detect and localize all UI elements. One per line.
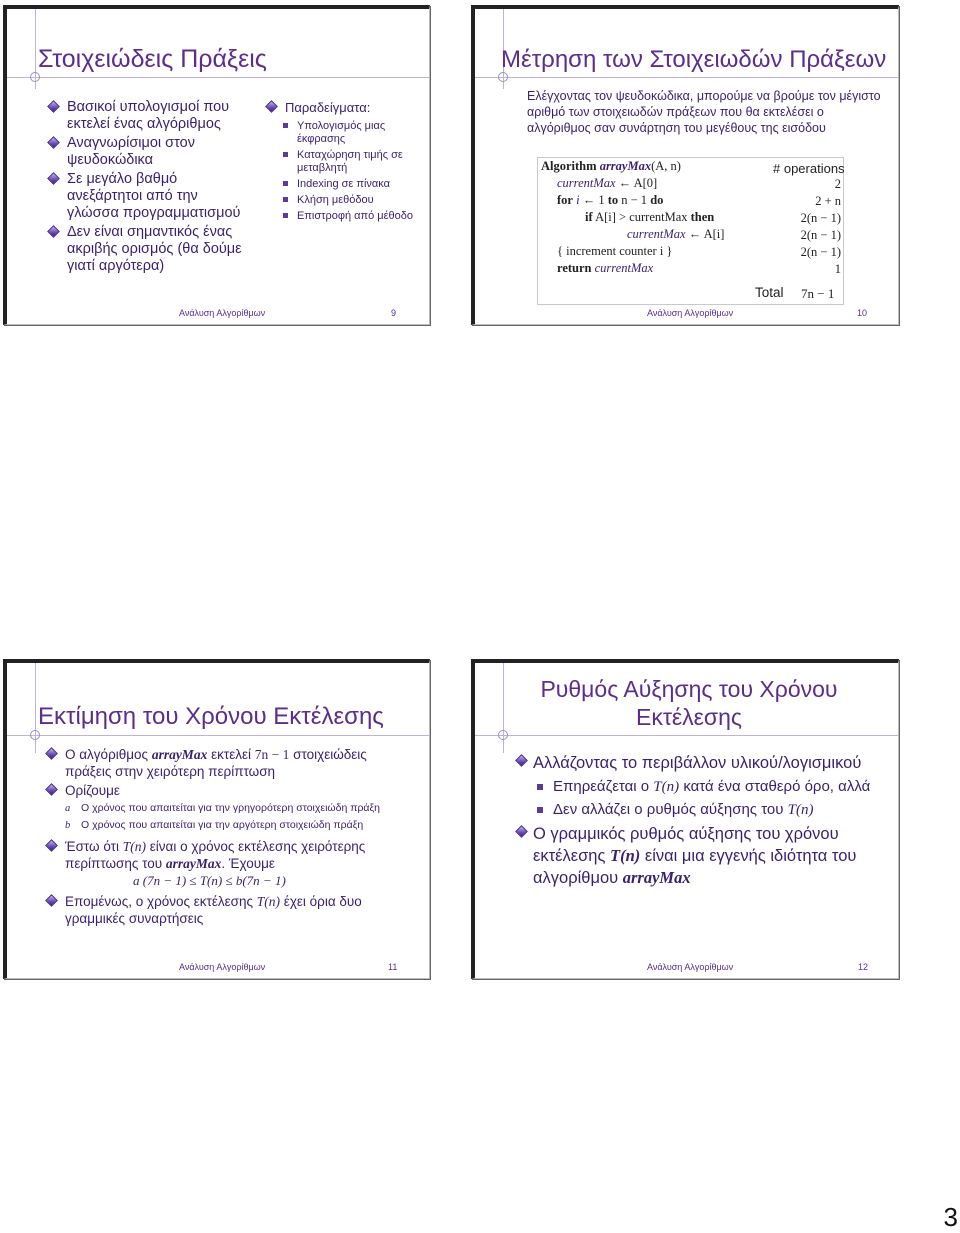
slide-number: 11	[388, 962, 398, 972]
examples-heading: Παραδείγματα:	[265, 99, 415, 116]
examples-column	[265, 99, 415, 223]
slide-number: 9	[391, 308, 397, 318]
bullet-item: Ορίζουμε	[45, 782, 415, 799]
decor-circle	[30, 730, 40, 740]
slide-9	[3, 5, 430, 325]
slide-footer: Ανάλυση Αλγορίθμων	[179, 962, 266, 972]
decor-line	[475, 77, 899, 78]
bullet-item: Δεν είναι σημαντικός ένας ακριβής ορισμός (θα δούμε γιατί αργότερα)	[47, 224, 247, 275]
code-line-1: currentMax ← A[0]	[557, 176, 658, 190]
ops-value: 2(n − 1)	[800, 211, 841, 225]
left-arrow-icon: ←	[618, 176, 632, 190]
decor-line	[7, 735, 430, 736]
bullet-item: Αναγνωρίσιμοι στον ψευδοκώδικα	[47, 135, 247, 169]
total-value: 7n − 1	[801, 286, 835, 301]
bullet-item: Σε μεγάλο βαθμό ανεξάρτητοι από την γλώσσα προγραμματισμού	[47, 171, 247, 222]
slide-footer: Ανάλυση Αλγορίθμων	[647, 308, 734, 318]
bullet-item: Ο αλγόριθμος arrayMax εκτελεί 7n − 1 στοιχειώδεις πράξεις στην χειρότερη περίπτωση	[45, 746, 415, 780]
slide-11	[3, 659, 430, 979]
main-bullet-list	[47, 99, 247, 275]
diamond-bullet-icon	[45, 894, 58, 907]
decor-line	[7, 77, 430, 78]
example-item: Κλήση μεθόδου	[281, 194, 415, 207]
bullet-item: Ο γραμμικός ρυθμός αύξησης του χρόνου εκτέλεσης T(n) είναι μια εγγενής ιδιότητα του αλγορίθμου arrayMax	[515, 824, 885, 889]
example-item: Επιστροφή από μέθοδο	[281, 210, 415, 223]
bullet-item: Έστω ότι T(n) είναι ο χρόνος εκτέλεσης χειρότερης περίπτωσης του arrayMax. Έχουμε	[45, 838, 415, 872]
slide-title: Στοιχειώδεις Πράξεις	[38, 45, 267, 73]
slide-title: Μέτρηση των Στοιχειωδών Πράξεων	[501, 46, 887, 73]
decor-circle	[498, 730, 508, 740]
definition-a: a Ο χρόνος που απαιτείται για την γρηγορότερη στοιχειώδη πράξη	[65, 802, 381, 814]
diamond-bullet-icon	[265, 100, 278, 113]
slide-10	[471, 5, 899, 325]
code-line-header: Algorithm arrayMax(A, n)	[541, 159, 681, 173]
content-block	[45, 746, 415, 927]
code-line-3: if A[i] > currentMax then	[585, 210, 715, 224]
diamond-bullet-icon	[45, 747, 58, 760]
slide-title: Εκτίμηση του Χρόνου Εκτέλεσης	[38, 703, 384, 730]
slide-footer: Ανάλυση Αλγορίθμων	[647, 962, 734, 972]
examples-list	[265, 120, 415, 223]
ops-value: 2(n − 1)	[800, 245, 841, 259]
ops-value: 2 + n	[815, 194, 841, 208]
diamond-bullet-icon	[515, 825, 528, 838]
diamond-bullet-icon	[45, 783, 58, 796]
total-label: Total	[755, 285, 784, 300]
definition-b: b Ο χρόνος που απαιτείται για την αργότερη στοιχειώδη πράξη	[65, 819, 364, 831]
code-line-4: currentMax ← A[i]	[627, 227, 725, 241]
square-bullet-icon	[537, 807, 543, 813]
decor-line	[475, 735, 899, 736]
page-number: 3	[943, 1202, 958, 1232]
diamond-bullet-icon	[515, 754, 528, 767]
square-bullet-icon	[283, 123, 288, 128]
content-block	[515, 753, 885, 889]
example-item: Καταχώρηση τιμής σε μεταβλητή	[281, 149, 415, 175]
bullet-item: Αλλάζοντας το περιβάλλον υλικού/λογισμικού	[515, 753, 885, 774]
square-bullet-icon	[283, 152, 288, 157]
sub-bullet-item: Επηρεάζεται ο T(n) κατά ένα σταθερό όρο, αλλά	[535, 777, 885, 797]
operations-header: # operations	[773, 161, 845, 176]
diamond-bullet-icon	[47, 172, 60, 185]
algorithm-code	[541, 159, 791, 279]
bullet-item: Βασικοί υπολογισμοί που εκτελεί ένας αλγόριθμος	[47, 99, 247, 133]
square-bullet-icon	[283, 213, 288, 218]
intro-text: Ελέγχοντας τον ψευδοκώδικα, μπορούμε να βρούμε τον μέγιστο αριθμό των στοιχειωδών πράξεων που θα εκτελέσει ο αλγόριθμος σαν συνάρτηση του μεγέθους της εισόδου	[527, 89, 881, 135]
square-bullet-icon	[283, 181, 288, 186]
left-arrow-icon: ←	[688, 227, 702, 241]
square-bullet-icon	[283, 197, 288, 202]
example-item: Υπολογισμός μιας έκφρασης	[281, 120, 415, 146]
square-bullet-icon	[537, 784, 543, 790]
diamond-bullet-icon	[47, 136, 60, 149]
inequality: a (7n − 1) ≤ T(n) ≤ b(7n − 1)	[133, 873, 286, 888]
diamond-bullet-icon	[47, 100, 60, 113]
sub-bullet-item: Δεν αλλάζει ο ρυθμός αύξησης του T(n)	[535, 800, 885, 820]
slide-title: Ρυθμός Αύξησης του Χρόνου Εκτέλεσης	[540, 676, 838, 730]
slide-number: 10	[857, 308, 868, 318]
code-line-2: for i ← 1 to n − 1 do	[557, 193, 664, 207]
diamond-bullet-icon	[47, 225, 60, 238]
slide-footer: Ανάλυση Αλγορίθμων	[179, 308, 266, 318]
ops-value: 2	[834, 177, 841, 191]
slide-12	[471, 659, 899, 979]
ops-value: 1	[834, 262, 841, 276]
left-arrow-icon: ←	[582, 193, 596, 207]
code-line-5: { increment counter i }	[557, 244, 673, 258]
bullet-item: Επομένως, ο χρόνος εκτέλεσης T(n) έχει όρια δυο γραμμικές συναρτήσεις	[45, 893, 415, 927]
operations-column	[775, 176, 841, 278]
diamond-bullet-icon	[45, 839, 58, 852]
slide-number: 12	[858, 962, 869, 972]
example-item: Indexing σε πίνακα	[281, 178, 415, 191]
ops-value: 2(n − 1)	[800, 228, 841, 242]
code-line-6: return currentMax	[557, 261, 654, 275]
